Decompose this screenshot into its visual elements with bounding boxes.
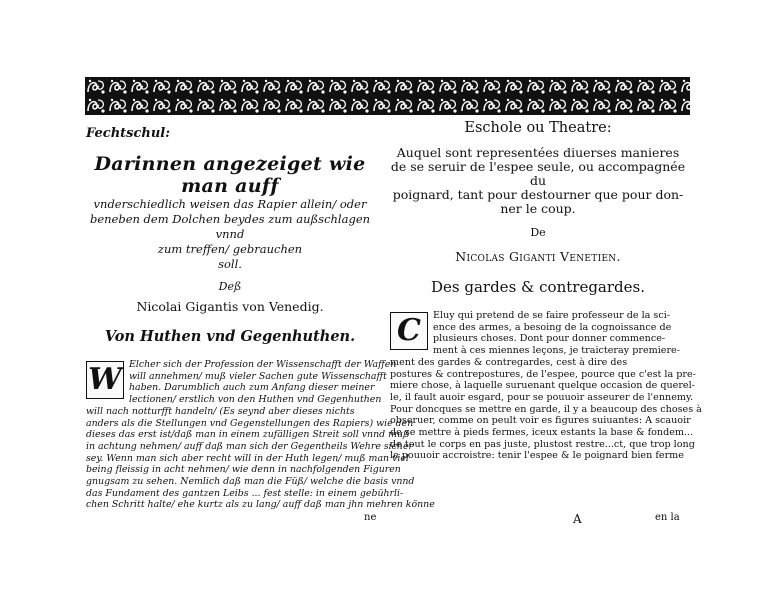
subtitle-line: soll. (218, 257, 242, 271)
french-column (390, 118, 702, 462)
title-german: Darinnen angezeiget wie man auff (94, 153, 366, 197)
signature-mark: A (573, 512, 582, 526)
section-heading-german: Von Huthen vnd Gegenhuthen. (104, 328, 356, 345)
subtitle-line: zum treffen/ gebrauchen (157, 242, 303, 256)
text-line: Eluy qui pretend de se faire professeur de la sci- (433, 310, 671, 321)
text-line: plusieurs choses. Dont pour donner commence- (433, 333, 666, 345)
subtitle-line: ner le coup. (500, 201, 576, 216)
text-line: Pour doncques se mettre en garde, il y a beaucoup des choses à (390, 403, 702, 415)
catchword-french: en la (655, 512, 680, 523)
drop-cap-french: C (390, 312, 428, 350)
body-text-french (390, 310, 702, 462)
text-line: being fleissig in acht nehmen/ wie denn in nachfolgenden Figuren (86, 464, 401, 476)
section-heading-french: Des gardes & contregardes. (431, 278, 645, 296)
text-line: de se mettre à pieds fermes, iceux estants la base & fondem... (390, 427, 694, 439)
text-line: le, il fault auoir esgard, pour se pouuoir asseurer de l'ennemy. (390, 391, 694, 403)
catchword-german: ne (364, 512, 377, 523)
text-line: das Fundament des gantzen Leibs ... fest stelle: in einem gebührli- (86, 487, 404, 499)
by-german: Deß (218, 280, 242, 293)
text-line: in achtung nehmen/ auff daß man sich der Gegentheils Wehre sicher (86, 440, 413, 452)
text-line: haben. Darumblich auch zum Anfang dieser meiner (129, 382, 375, 394)
author-french: Nicolas Giganti Venetien. (455, 249, 621, 264)
text-line: de tout le corps en pas juste, plustost restre...ct, que trop long (390, 438, 695, 450)
text-line: obseruer, comme on peult voir es figures suiuantes: A scauoir (390, 415, 691, 427)
subtitle-german (86, 197, 374, 272)
text-line: dieses das erst ist/daß man in einem zufälligen Streit soll vnnd muß (86, 429, 410, 441)
text-line: ment des gardes & contregardes, cest à dire des (390, 356, 628, 368)
text-line: Elcher sich der Profession der Wissenschafft der Waffen (129, 359, 397, 370)
text-line: miere chose, à laquelle suruenant quelque occasion de querel- (390, 380, 695, 392)
german-column (86, 118, 435, 511)
running-head-german: Fechtschul: (86, 126, 171, 141)
text-line: chen Schritt halte/ ehe kurtz als zu lang/ auff daß man jhn mehren könne (86, 499, 435, 511)
text-line: ence des armes, a besoing de la cognoissance de (433, 321, 672, 333)
text-line: postures & contrepostures, de l'espee, pource que c'est la pre- (390, 368, 696, 380)
body-text-german (86, 359, 435, 511)
by-french: De (530, 226, 546, 239)
subtitle-line: poignard, tant pour destourner que pour don- (392, 187, 684, 202)
text-line: le pouuoir accroistre: tenir l'espee & le poignard bien ferme (390, 450, 684, 462)
author-german: Nicolai Gigantis von Venedig. (136, 299, 324, 314)
subtitle-line: de se seruir de l'espee seule, ou accompagnée du (390, 159, 686, 188)
ornamental-border (85, 77, 690, 115)
text-line: sey. Wenn man sich aber recht will in der Huth legen/ muß man viel (86, 452, 409, 464)
drop-cap-german: W (86, 361, 124, 399)
subtitle-line: Auquel sont representées diuerses manieres (396, 145, 680, 160)
running-head-french: Eschole ou Theatre: (464, 120, 612, 136)
text-line: will annehmen/ muß vieler Sachen gute Wissenschafft (129, 370, 387, 382)
text-line: will nach notturfft handeln/ (Es seynd aber dieses nichts (86, 405, 355, 417)
subtitle-french (390, 146, 686, 216)
subtitle-line: beneben dem Dolchen beydes zum außschlagen vnnd (89, 212, 371, 241)
text-line: lectionen/ erstlich von den Huthen vnd Gegenhuthen (129, 394, 382, 406)
subtitle-line: vnderschiedlich weisen das Rapier allein/ oder (93, 197, 367, 211)
text-line: ment à ces miennes leçons, je traicteray premiere- (433, 345, 680, 357)
text-line: anders als die Stellungen vnd Gegenstellungen des Rapiers) wie den (86, 417, 414, 429)
text-line: gnugsam zu sehen. Nemlich daß man die Füß/ welche die basis vnnd (86, 476, 415, 488)
